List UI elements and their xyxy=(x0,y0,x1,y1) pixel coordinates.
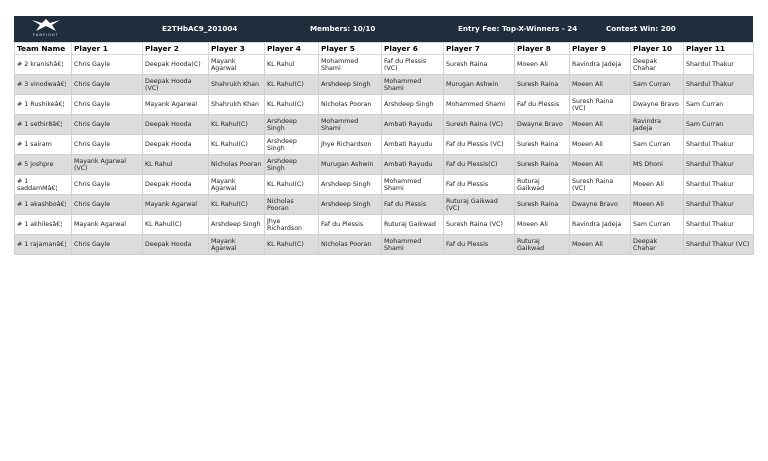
player-cell: Moeen Ali xyxy=(631,175,684,195)
team-name-cell: # 1 Rushikeâ€¦ xyxy=(15,95,72,115)
player-cell: Chris Gayle xyxy=(72,55,143,75)
player-cell: KL Rahul(C) xyxy=(265,235,319,255)
player-cell: Arshdeep Singh xyxy=(265,155,319,175)
player-cell: Mohammed Shami xyxy=(319,55,382,75)
player-cell: Mayank Agarwal xyxy=(209,175,265,195)
player-cell: Mayank Agarwal (VC) xyxy=(72,155,143,175)
player-cell: Ravindra Jadeja xyxy=(570,55,631,75)
player-cell: Mohammed Shami xyxy=(382,235,444,255)
player-cell: Faf du Plessis xyxy=(444,175,515,195)
player-cell: Mohammed Shami xyxy=(382,175,444,195)
player-cell: Suresh Raina (VC) xyxy=(570,95,631,115)
table-row xyxy=(15,175,754,195)
table-row xyxy=(15,95,754,115)
player-cell: Murugan Ashwin xyxy=(319,155,382,175)
player-cell: KL Rahul xyxy=(265,55,319,75)
player-cell: Dwayne Bravo xyxy=(570,195,631,215)
player-cell: Suresh Raina xyxy=(515,135,570,155)
player-cell: Moeen Ali xyxy=(570,155,631,175)
player-cell: Arshdeep Singh xyxy=(319,175,382,195)
player-cell: KL Rahul(C) xyxy=(265,95,319,115)
player-cell: Chris Gayle xyxy=(72,175,143,195)
player-cell: Arshdeep Singh xyxy=(382,95,444,115)
player-cell: Mohammed Shami xyxy=(444,95,515,115)
logo-text: FANFIGHT xyxy=(33,33,59,37)
player-cell: Ruturaj Gaikwad (VC) xyxy=(444,195,515,215)
header-player-1: Player 1 xyxy=(72,43,143,55)
player-cell: Ruturaj Gaikwad xyxy=(515,235,570,255)
player-cell: KL Rahul(C) xyxy=(209,135,265,155)
player-cell: Faf du Plessis(C) xyxy=(444,155,515,175)
player-cell: Nicholas Pooran xyxy=(319,235,382,255)
player-cell: Faf du Plessis xyxy=(382,195,444,215)
team-name-cell: # 1 sairam xyxy=(15,135,72,155)
player-cell: Faf du Plessis (VC) xyxy=(444,135,515,155)
table-row xyxy=(15,55,754,75)
player-cell: Chris Gayle xyxy=(72,95,143,115)
player-cell: Ambati Rayudu xyxy=(382,155,444,175)
player-cell: Faf du Plessis xyxy=(515,95,570,115)
player-cell: Arshdeep Singh xyxy=(209,215,265,235)
player-cell: Shardul Thakur xyxy=(684,75,754,95)
player-cell: Moeen Ali xyxy=(570,115,631,135)
header-player-2: Player 2 xyxy=(143,43,209,55)
table-row xyxy=(15,135,754,155)
player-cell: Faf du Plessis (VC) xyxy=(382,55,444,75)
fanfight-logo-icon xyxy=(30,18,62,33)
player-cell: KL Rahul(C) xyxy=(209,115,265,135)
contest-report xyxy=(14,16,753,255)
player-cell: Faf du Plessis xyxy=(444,235,515,255)
player-cell: Jhye Richardson xyxy=(319,135,382,155)
player-cell: Shardul Thakur xyxy=(684,215,754,235)
player-cell: Murugan Ashwin xyxy=(444,75,515,95)
player-cell: Moeen Ali xyxy=(515,215,570,235)
table-row xyxy=(15,235,754,255)
table-row xyxy=(15,115,754,135)
player-cell: Arshdeep Singh xyxy=(319,195,382,215)
player-cell: Suresh Raina (VC) xyxy=(444,215,515,235)
team-name-cell: # 2 kranishâ€¦ xyxy=(15,55,72,75)
player-cell: Suresh Raina xyxy=(515,75,570,95)
team-name-cell: # 1 saddamMâ€¦ xyxy=(15,175,72,195)
header-row xyxy=(15,43,754,55)
player-cell: Arshdeep Singh xyxy=(265,135,319,155)
header-player-5: Player 5 xyxy=(319,43,382,55)
player-cell: Mayank Agarwal xyxy=(143,95,209,115)
player-cell: Moeen Ali xyxy=(631,195,684,215)
player-cell: Nicholas Pooran xyxy=(265,195,319,215)
player-cell: Ambati Rayudu xyxy=(382,135,444,155)
team-name-cell: # 5 joshpre xyxy=(15,155,72,175)
header-player-3: Player 3 xyxy=(209,43,265,55)
player-cell: Suresh Raina xyxy=(515,155,570,175)
player-cell: Moeen Ali xyxy=(515,55,570,75)
player-cell: Deepak Hooda (VC) xyxy=(143,75,209,95)
player-cell: Deepak Chahar xyxy=(631,55,684,75)
player-cell: Nicholas Pooran xyxy=(319,95,382,115)
player-cell: Mohammed Shami xyxy=(319,115,382,135)
player-cell: Dwayne Bravo xyxy=(515,115,570,135)
team-name-cell: # 1 rajamanâ€¦ xyxy=(15,235,72,255)
player-cell: Sam Curran xyxy=(631,135,684,155)
player-cell: Deepak Hooda xyxy=(143,135,209,155)
player-cell: Chris Gayle xyxy=(72,195,143,215)
player-cell: Moeen Ali xyxy=(570,235,631,255)
header-player-8: Player 8 xyxy=(515,43,570,55)
player-cell: KL Rahul(C) xyxy=(265,75,319,95)
team-name-cell: # 3 vinodwaâ€¦ xyxy=(15,75,72,95)
teams-table-body xyxy=(15,55,754,255)
player-cell: Chris Gayle xyxy=(72,135,143,155)
player-cell: Dwayne Bravo xyxy=(631,95,684,115)
player-cell: KL Rahul xyxy=(143,155,209,175)
player-cell: Sam Curran xyxy=(684,95,754,115)
player-cell: Shardul Thakur xyxy=(684,195,754,215)
player-cell: Shardul Thakur xyxy=(684,135,754,155)
player-cell: Ambati Rayudu xyxy=(382,115,444,135)
player-cell: Ravindra Jadeja xyxy=(570,215,631,235)
player-cell: Deepak Hooda xyxy=(143,235,209,255)
player-cell: Faf du Plessis xyxy=(319,215,382,235)
table-row xyxy=(15,155,754,175)
player-cell: Chris Gayle xyxy=(72,75,143,95)
team-name-cell: # 1 akhilesâ€¦ xyxy=(15,215,72,235)
header-player-9: Player 9 xyxy=(570,43,631,55)
player-cell: Ruturaj Gaikwad xyxy=(382,215,444,235)
header-team-name: Team Name xyxy=(15,43,72,55)
player-cell: Mayank Agarwal xyxy=(209,55,265,75)
player-cell: Sam Curran xyxy=(684,115,754,135)
player-cell: Shardul Thakur xyxy=(684,155,754,175)
player-cell: Suresh Raina (VC) xyxy=(570,175,631,195)
table-row xyxy=(15,195,754,215)
player-cell: KL Rahul(C) xyxy=(143,215,209,235)
player-cell: Mohammed Shami xyxy=(382,75,444,95)
player-cell: Chris Gayle xyxy=(72,235,143,255)
player-cell: Deepak Hooda xyxy=(143,175,209,195)
player-cell: Sam Curran xyxy=(631,75,684,95)
teams-table xyxy=(14,42,754,255)
player-cell: Deepak Hooda xyxy=(143,115,209,135)
player-cell: Chris Gayle xyxy=(72,115,143,135)
player-cell: MS Dhoni xyxy=(631,155,684,175)
player-cell: KL Rahul(C) xyxy=(265,175,319,195)
player-cell: Suresh Raina (VC) xyxy=(444,115,515,135)
player-cell: Mayank Agarwal xyxy=(143,195,209,215)
player-cell: Mayank Agarwal xyxy=(72,215,143,235)
header-player-10: Player 10 xyxy=(631,43,684,55)
player-cell: Arshdeep Singh xyxy=(265,115,319,135)
player-cell: Shardul Thakur xyxy=(684,55,754,75)
fanfight-logo xyxy=(26,18,66,40)
player-cell: Moeen Ali xyxy=(570,75,631,95)
player-cell: Suresh Raina xyxy=(444,55,515,75)
team-name-cell: # 1 sethir8â€¦ xyxy=(15,115,72,135)
player-cell: Shardul Thakur (VC) xyxy=(684,235,754,255)
player-cell: Shahrukh Khan xyxy=(209,95,265,115)
table-row xyxy=(15,75,754,95)
player-cell: Sam Curran xyxy=(631,215,684,235)
header-player-7: Player 7 xyxy=(444,43,515,55)
player-cell: Arshdeep Singh xyxy=(319,75,382,95)
player-cell: Mayank Agarwal xyxy=(209,235,265,255)
player-cell: Jhye Richardson xyxy=(265,215,319,235)
team-name-cell: # 1 akashboâ€¦ xyxy=(15,195,72,215)
table-row xyxy=(15,215,754,235)
header-player-11: Player 11 xyxy=(684,43,754,55)
entry-fee: Entry Fee: Top-X-Winners - 24 xyxy=(458,24,578,33)
header-player-6: Player 6 xyxy=(382,43,444,55)
player-cell: Suresh Raina xyxy=(515,195,570,215)
player-cell: KL Rahul(C) xyxy=(209,195,265,215)
player-cell: Nicholas Pooran xyxy=(209,155,265,175)
player-cell: Shardul Thakur xyxy=(684,175,754,195)
player-cell: Deepak Hooda(C) xyxy=(143,55,209,75)
members-count: Members: 10/10 xyxy=(310,24,376,33)
player-cell: Moeen Ali xyxy=(570,135,631,155)
contest-id: E2THbAC9_201004 xyxy=(162,24,238,33)
player-cell: Ruturaj Gaikwad xyxy=(515,175,570,195)
player-cell: Deepak Chahar xyxy=(631,235,684,255)
contest-banner xyxy=(14,16,753,42)
header-player-4: Player 4 xyxy=(265,43,319,55)
player-cell: Ravindra Jadeja xyxy=(631,115,684,135)
player-cell: Shahrukh Khan xyxy=(209,75,265,95)
contest-win: Contest Win: 200 xyxy=(606,24,676,33)
